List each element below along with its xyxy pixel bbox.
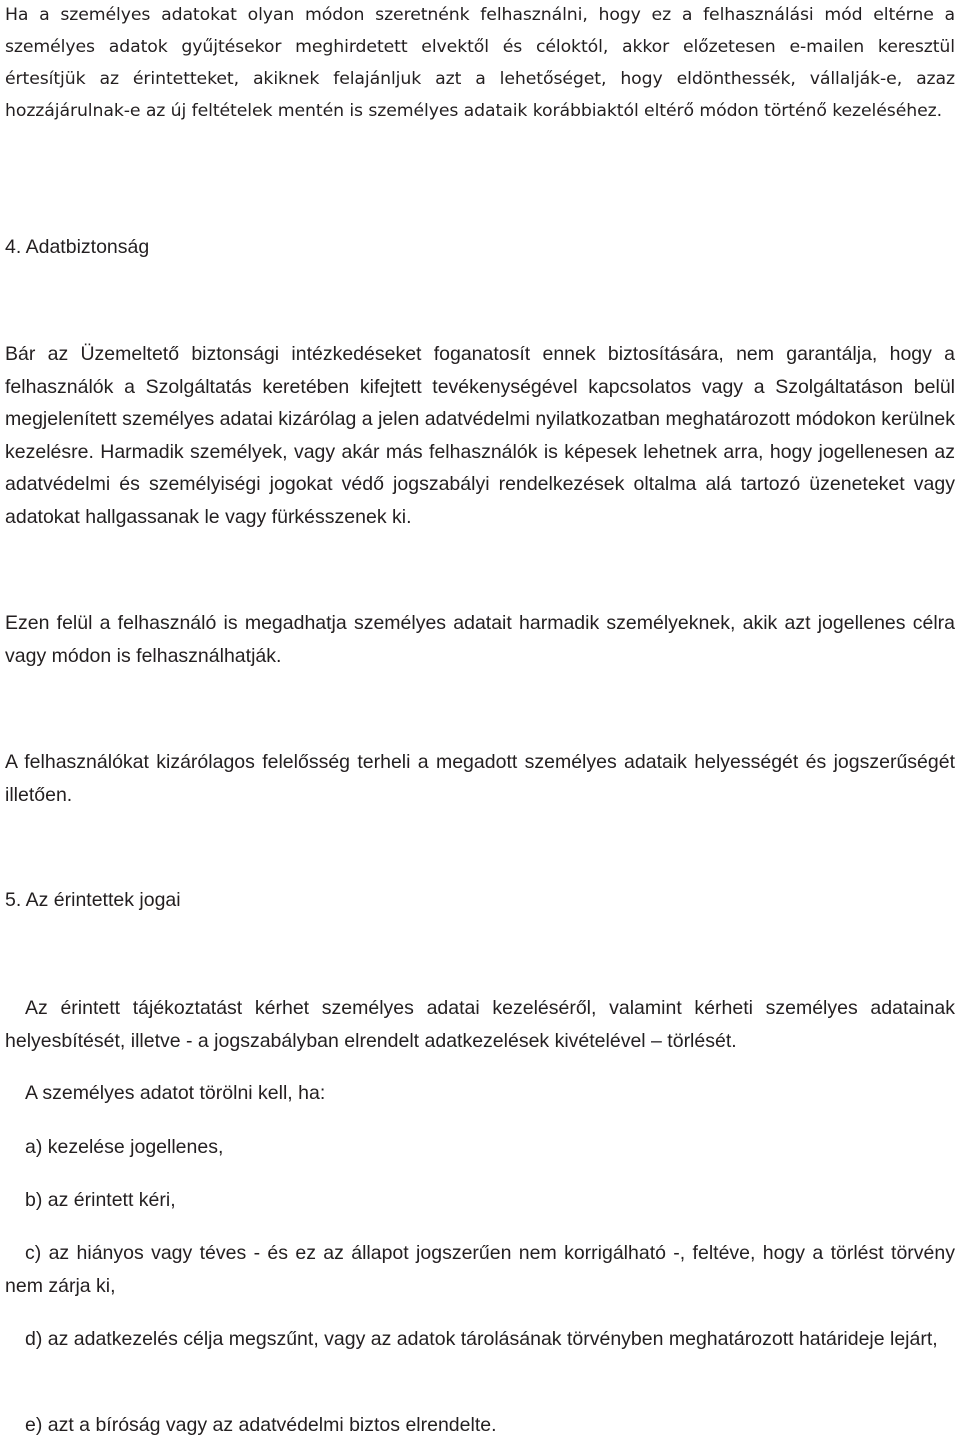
- list-item-b: b) az érintett kéri,: [25, 1189, 176, 1211]
- security-paragraph-2: Ezen felül a felhasználó is megadhatja személyes adatait harmadik személyeknek, akik azt jogellenes célra vagy módon is felhasználhatják.: [5, 612, 955, 667]
- security-paragraph-3: A felhasználókat kizárólagos felelősség terheli a megadott személyes adataik helyességét és jogszerűségét illetően.: [5, 751, 955, 806]
- list-item-a: a) kezelése jogellenes,: [25, 1136, 224, 1158]
- section-heading-adatbiztonsag: 4. Adatbiztonság: [5, 236, 150, 258]
- rights-paragraph-2: A személyes adatot törölni kell, ha:: [25, 1082, 326, 1104]
- list-item-c: c) az hiányos vagy téves - és ez az állapot jogszerűen nem korrigálható -, feltéve, hogy a törlést törvény nem zárja ki,: [5, 1242, 955, 1297]
- intro-paragraph: Ha a személyes adatokat olyan módon szeretnénk felhasználni, hogy ez a felhasználási mód eltérne a személyes adatok gyűjtésekor meghirdetett elvektől és céloktól, akkor előzetesen e-mailen keresztül értesítjük az érintetteket, akiknek felajánljuk azt a lehetőséget, hogy eldönthessék, vállalják-e, azaz hozzájárulnak-e az új feltételek mentén is személyes adataik korábbiaktól eltérő módon történő kezeléséhez.: [5, 5, 955, 121]
- rights-paragraph-1: Az érintett tájékoztatást kérhet személyes adatai kezeléséről, valamint kérheti személyes adatainak helyesbítését, illetve - a jogszabályban elrendelt adatkezelések kivételével – törlését.: [5, 997, 955, 1052]
- section-heading-erintettek-jogai: 5. Az érintettek jogai: [5, 889, 181, 911]
- list-item-e: e) azt a bíróság vagy az adatvédelmi biztos elrendelte.: [25, 1414, 497, 1436]
- security-paragraph-1: Bár az Üzemeltető biztonsági intézkedéseket foganatosít ennek biztosítására, nem garantálja, hogy a felhasználók a Szolgáltatás keretében kifejtett tevékenységével kapcsolatos vagy a Szolgáltatáson belül megjelenített személyes adatai kizárólag a jelen adatvédelmi nyilatkozatban meghatározott módokon kerülnek kezelésre. Harmadik személyek, vagy akár más felhasználók is képesek lehetnek arra, hogy jogellenesen az adatvédelmi és személyiségi jogokat védő jogszabályi rendelkezések oltalma alá tartozó üzeneteket vagy adatokat hallgassanak le vagy fürkésszenek ki.: [5, 343, 955, 528]
- list-item-d: d) az adatkezelés célja megszűnt, vagy az adatok tárolásának törvényben meghatározott határideje lejárt,: [25, 1328, 938, 1350]
